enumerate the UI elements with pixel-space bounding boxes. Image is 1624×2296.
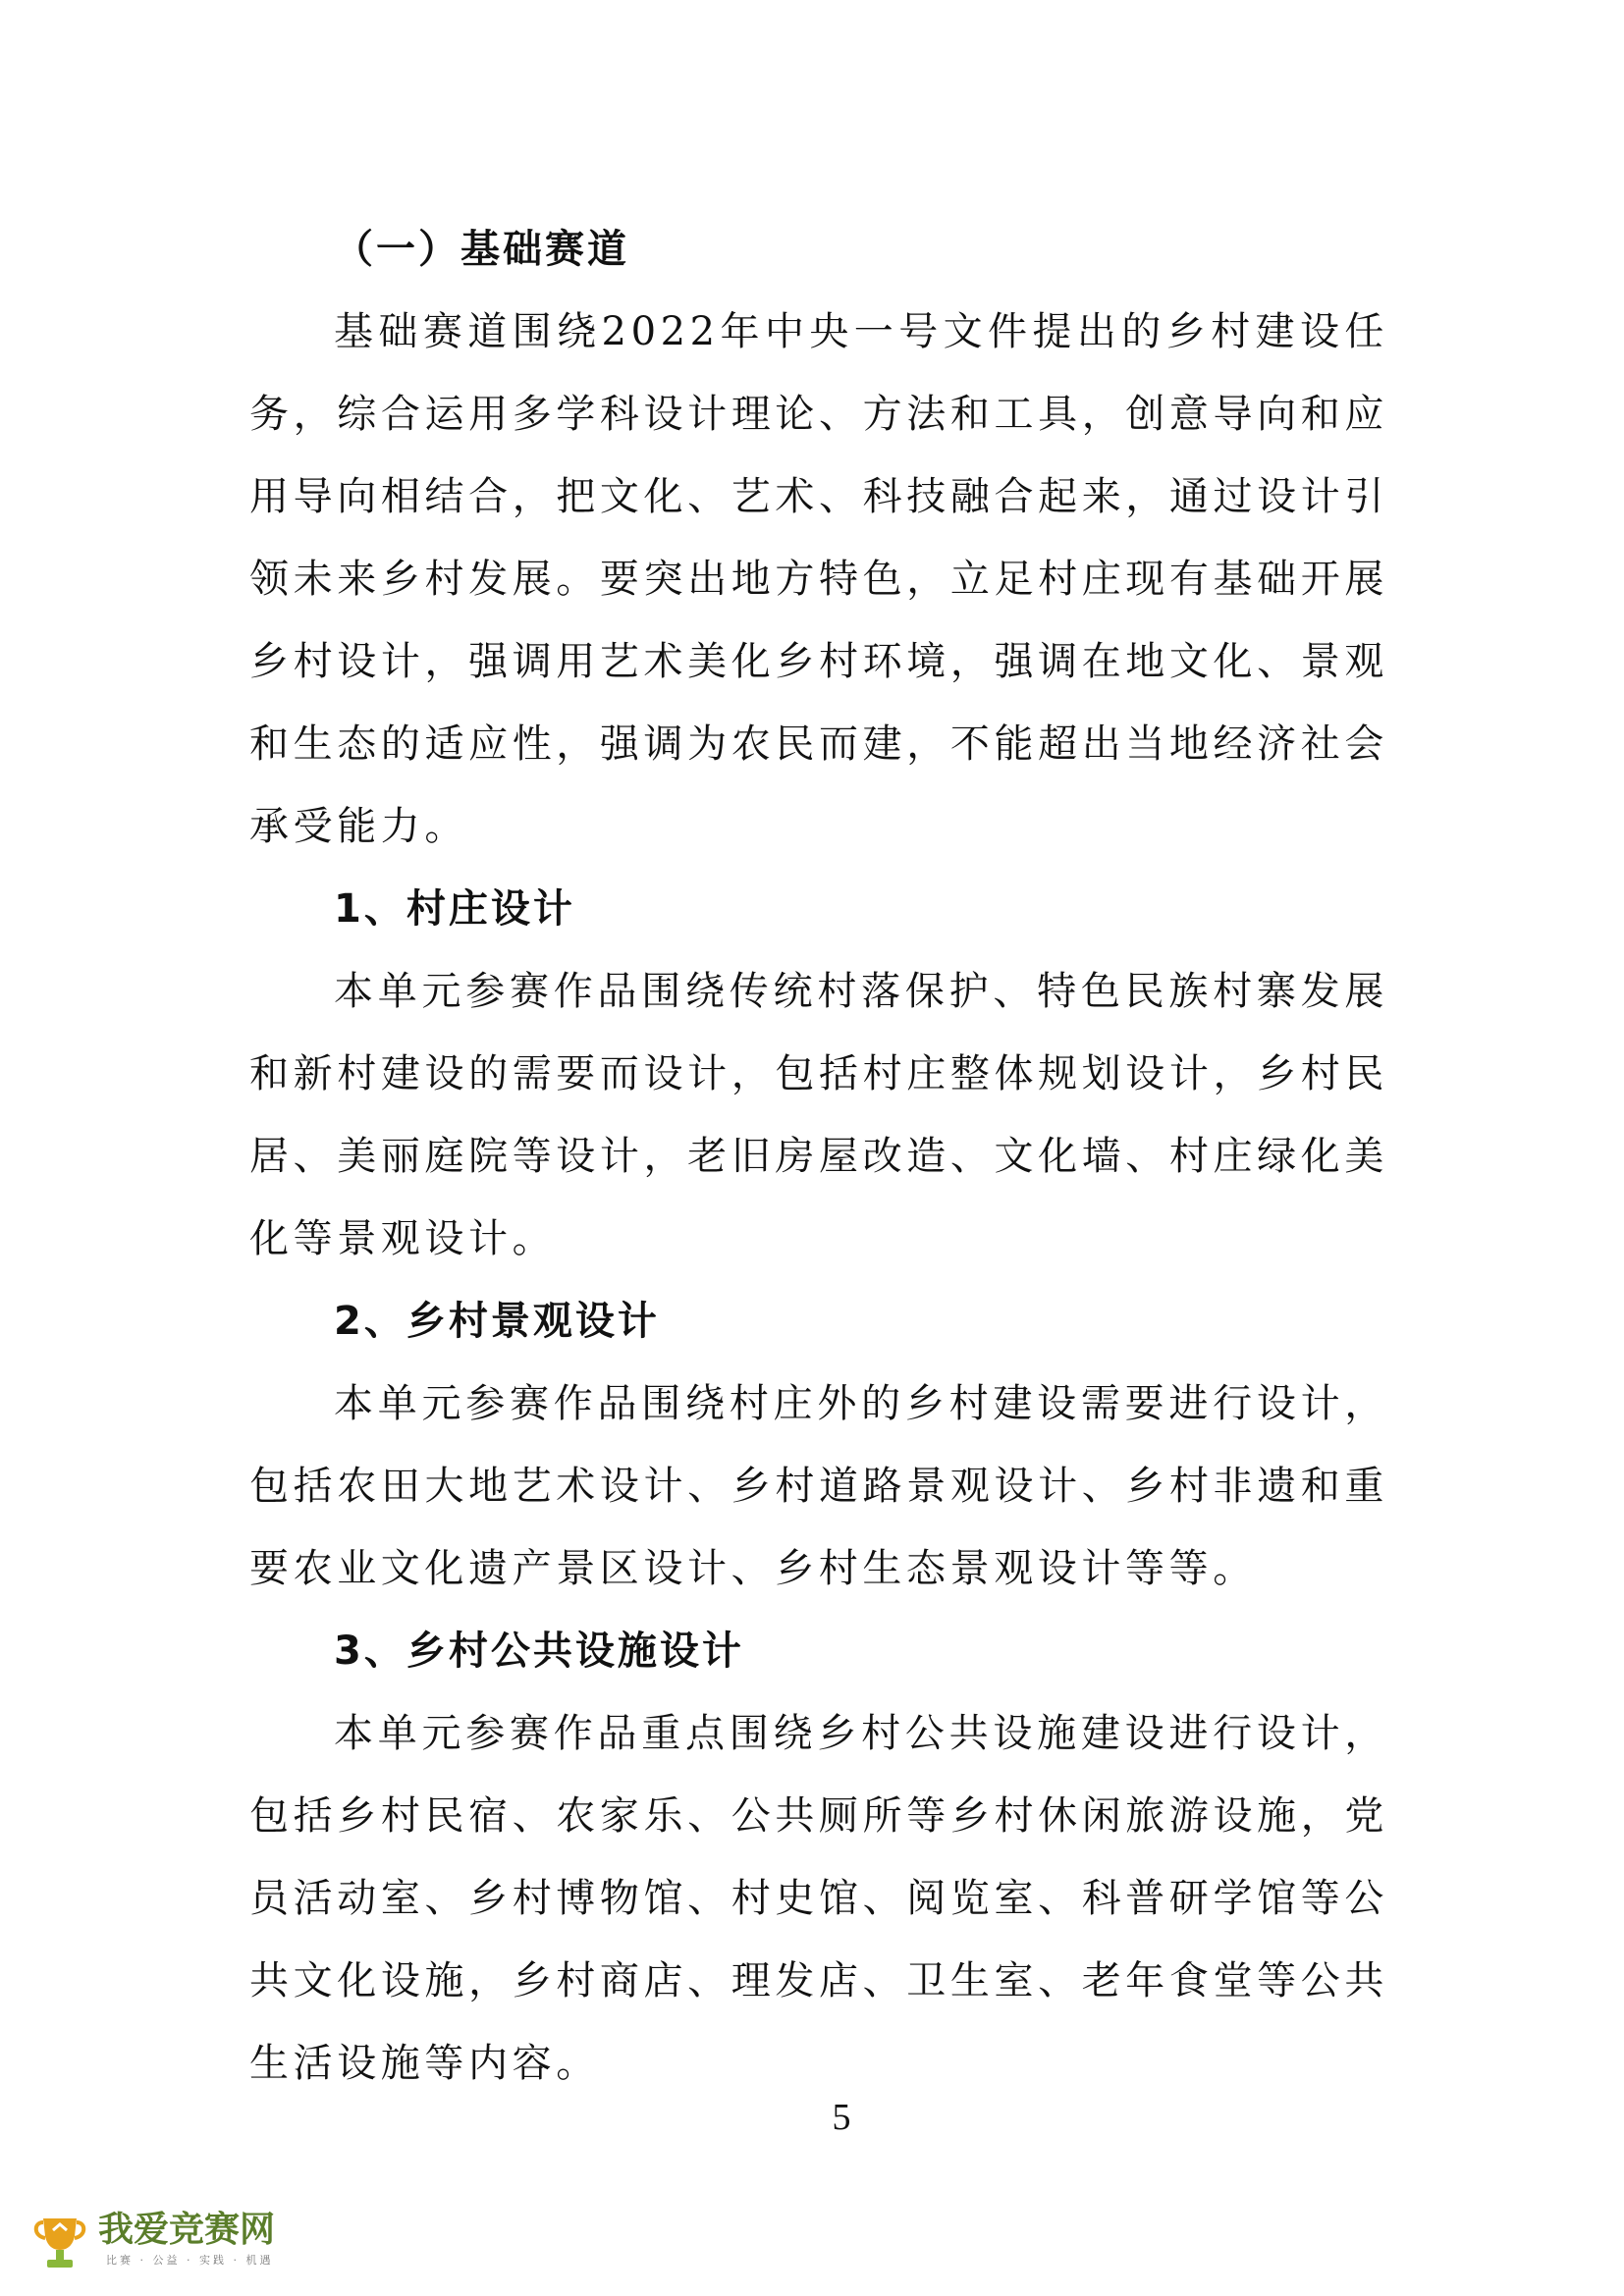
intro-paragraph: 基础赛道围绕2022年中央一号文件提出的乡村建设任务，综合运用多学科设计理论、方法和工具，创意导向和应用导向相结合，把文化、艺术、科技融合起来，通过设计引领未来乡村发展。要突出地方特色，立足村庄现有基础开展乡村设计，强调用艺术美化乡村环境，强调在地文化、景观和生态的适应性，强调为农民而建，不能超出当地经济社会承受能力。 bbox=[249, 309, 1388, 849]
section-title: （一）基础赛道 bbox=[334, 227, 629, 272]
document-body bbox=[249, 208, 1388, 2105]
subsection-body-landscape-design: 本单元参赛作品围绕村庄外的乡村建设需要进行设计，包括农田大地艺术设计、乡村道路景观设计、乡村非遗和重要农业文化遗产景区设计、乡村生态景观设计等等。 bbox=[249, 1381, 1388, 1591]
trophy-logo-icon bbox=[29, 2211, 90, 2271]
watermark-title: 我爱竞赛网 bbox=[98, 2210, 276, 2250]
subsection-body-public-facilities: 本单元参赛作品重点围绕乡村公共设施建设进行设计，包括乡村民宿、农家乐、公共厕所等乡村休闲旅游设施，党员活动室、乡村博物馆、村史馆、阅览室、科普研学馆等公共文化设施，乡村商店、理发店、卫生室、老年食堂等公共生活设施等内容。 bbox=[249, 1711, 1388, 2086]
subsection-heading-landscape-design: 2、乡村景观设计 bbox=[334, 1299, 660, 1344]
subsection-heading-public-facilities: 3、乡村公共设施设计 bbox=[334, 1629, 744, 1674]
watermark-subtitle: 比赛 · 公益 · 实践 · 机遇 bbox=[106, 2254, 274, 2267]
subsection-body-village-design: 本单元参赛作品围绕传统村落保护、特色民族村寨发展和新村建设的需要而设计，包括村庄整体规划设计，乡村民居、美丽庭院等设计，老旧房屋改造、文化墙、村庄绿化美化等景观设计。 bbox=[249, 969, 1388, 1261]
watermark-logo bbox=[29, 2207, 314, 2277]
subsection-heading-village-design: 1、村庄设计 bbox=[334, 886, 575, 932]
page-number: 5 bbox=[832, 2097, 851, 2138]
